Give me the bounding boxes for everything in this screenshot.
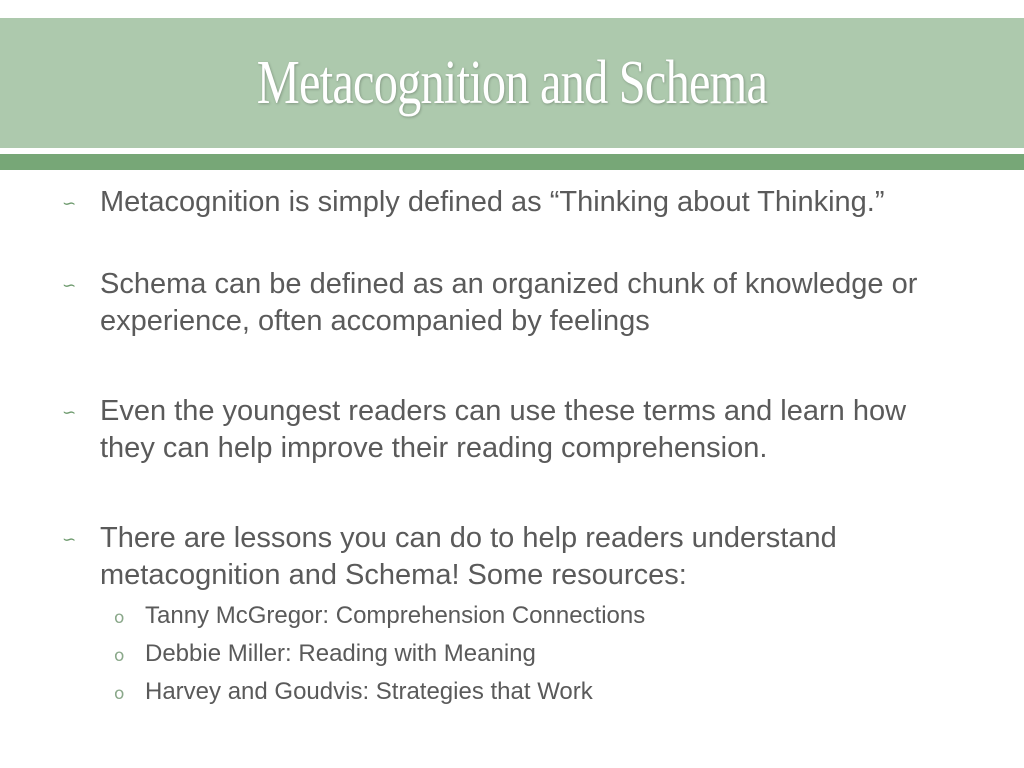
bullet-schema-definition: Schema can be defined as an organized chunk of knowledge or experience, often accompanied by feelings: [100, 268, 918, 337]
swirl-bullet-icon: ∽: [62, 194, 77, 214]
swirl-bullet-icon: ∽: [62, 403, 77, 423]
slide-title: Metacognition and Schema: [256, 48, 768, 117]
swirl-bullet-icon: ∽: [62, 276, 77, 296]
circle-bullet-icon: o: [114, 646, 125, 666]
bullet-metacognition-definition: Metacognition is simply defined as “Thinking about Thinking.”: [100, 186, 885, 218]
circle-bullet-icon: o: [114, 684, 125, 704]
title-underline-bar: [0, 154, 1024, 170]
bullet-young-readers: Even the youngest readers can use these terms and learn how they can help improve their reading comprehension.: [100, 395, 907, 464]
bullet-lessons: There are lessons you can do to help readers understand metacognition and Schema! Some resources:: [100, 522, 837, 591]
resource-item: Tanny McGregor: Comprehension Connections: [145, 602, 646, 629]
circle-bullet-icon: o: [114, 608, 125, 628]
resource-item: Debbie Miller: Reading with Meaning: [145, 640, 536, 667]
swirl-bullet-icon: ∽: [62, 530, 77, 550]
resource-item: Harvey and Goudvis: Strategies that Work: [145, 678, 593, 705]
